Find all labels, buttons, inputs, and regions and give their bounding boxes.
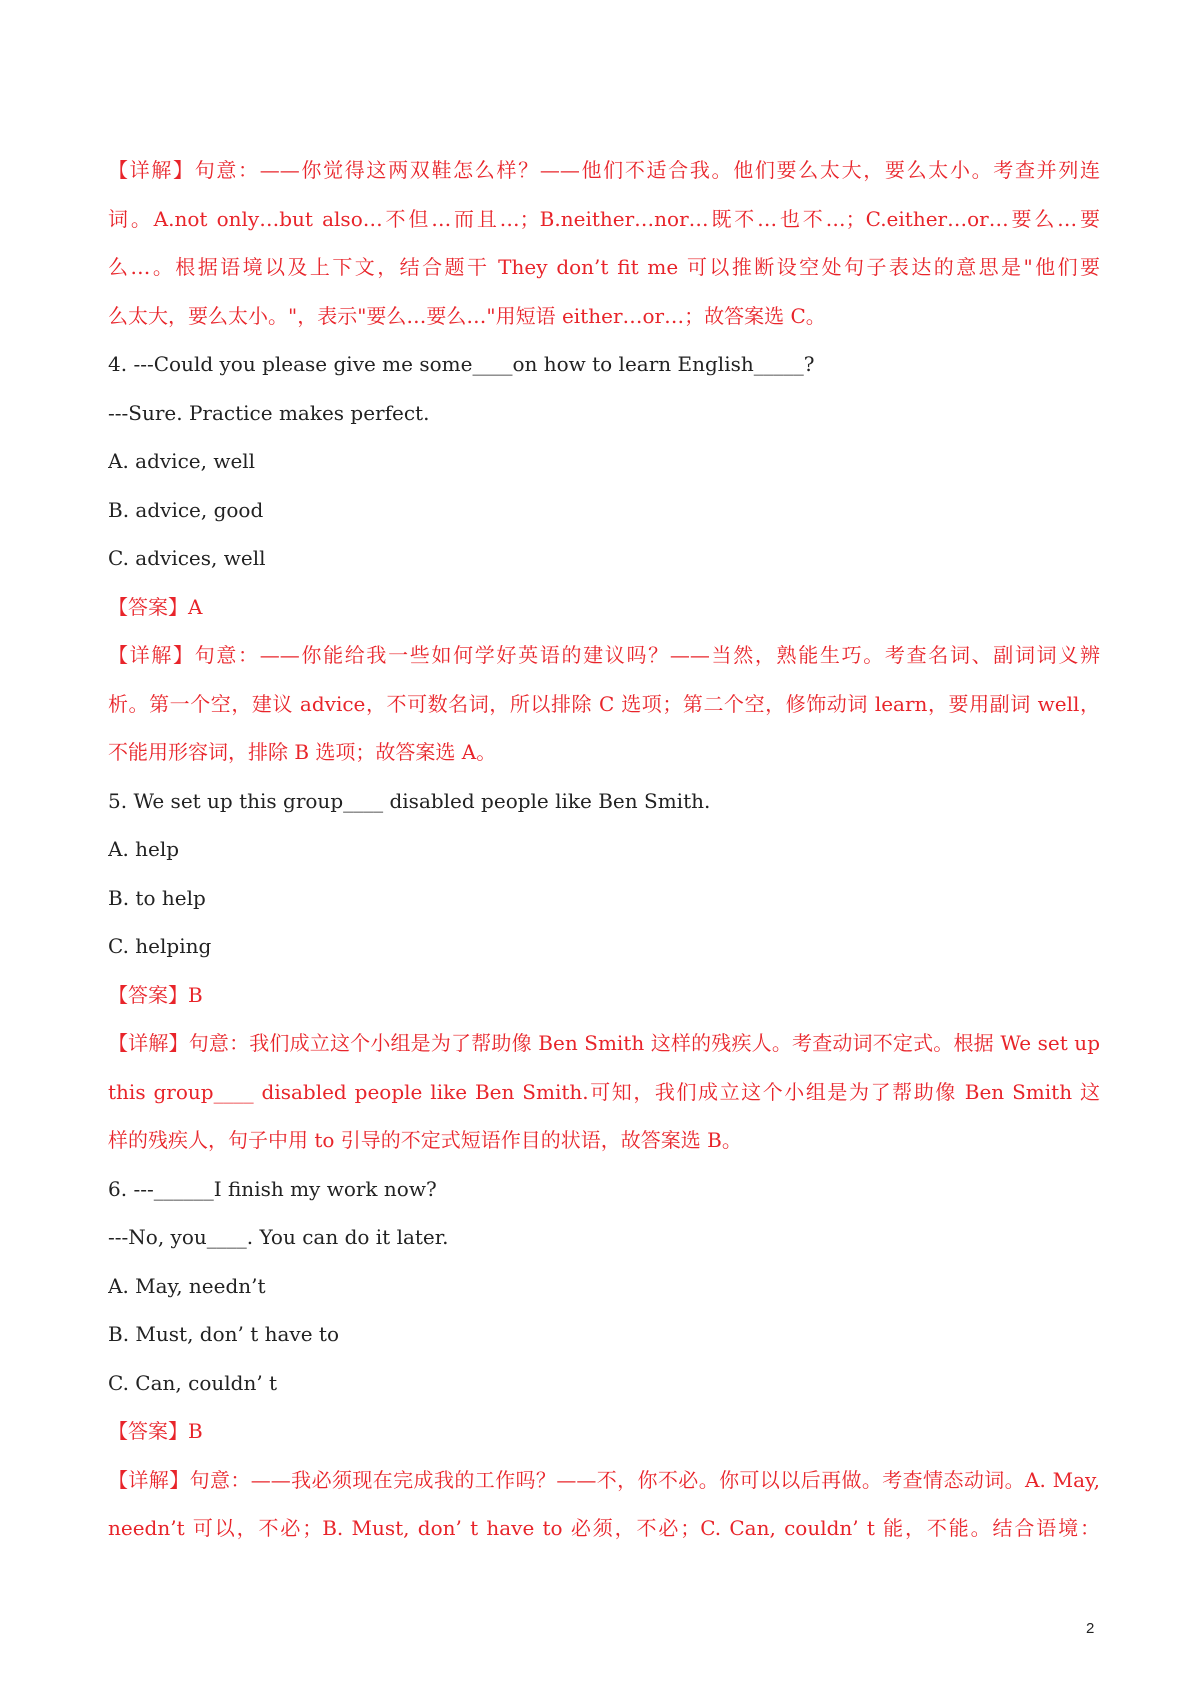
page-content (108, 146, 1100, 1553)
q6-explanation-line: 【详解】句意：——我必须现在完成我的工作吗？——不，你不必。你可以以后再做。考查情态动词。A. May, (108, 1467, 1100, 1492)
q6-option-a: A. May, needn’t (108, 1273, 266, 1298)
q5-explanation-line: 【详解】句意：我们成立这个小组是为了帮助像 Ben Smith 这样的残疾人。考查动词不定式。根据 We set up (108, 1031, 1100, 1055)
q4-explanation-line: 不能用形容词，排除 B 选项；故答案选 A。 (108, 740, 497, 764)
q4-option-a: A. advice, well (108, 449, 256, 473)
q5-explanation-line: 样的残疾人，句子中用 to 引导的不定式短语作目的状语，故答案选 B。 (108, 1128, 742, 1152)
q5-option-a: A. help (108, 837, 180, 861)
q6-answer: 【答案】B (108, 1419, 203, 1443)
q3-explanation-line: 么…。根据语境以及上下文，结合题干 They don’t fit me 可以推断设空处句子表达的意思是"他们要 (108, 255, 1100, 279)
q6-option-c: C. Can, couldn’ t (108, 1370, 278, 1395)
q4-answer: 【答案】A (108, 594, 203, 619)
q4-option-b: B. advice, good (108, 497, 264, 522)
q5-option-c: C. helping (108, 934, 212, 958)
q5-option-b: B. to help (108, 885, 206, 910)
q4-option-c: C. advices, well (108, 546, 266, 570)
q3-explanation-line: 词。A.not only…but also…不但…而且…；B.neither…nor…既不…也不…；C.either…or…要么…要 (108, 206, 1100, 231)
q4-explanation-line: 析。第一个空，建议 advice，不可数名词，所以排除 C 选项；第二个空，修饰动词 learn，要用副词 well， (108, 691, 1100, 716)
q6-option-b: B. Must, don’ t have to (108, 1322, 339, 1346)
q5-answer: 【答案】B (108, 982, 203, 1007)
q5-explanation-line: this group____ disabled people like Ben Smith.可知，我们成立这个小组是为了帮助像 Ben Smith 这 (108, 1079, 1100, 1104)
q4-explanation-line: 【详解】句意：——你能给我一些如何学好英语的建议吗？——当然，熟能生巧。考查名词、副词词义辨 (108, 643, 1100, 667)
q4-question: 4. ---Could you please give me some____on how to learn English_____? (108, 352, 815, 376)
q6-reply: ---No, you____. You can do it later. (108, 1225, 449, 1249)
q5-question: 5. We set up this group____ disabled people like Ben Smith. (108, 788, 711, 813)
q3-explanation-line: 【详解】句意：——你觉得这两双鞋怎么样？——他们不适合我。他们要么太大，要么太小。考查并列连 (108, 158, 1100, 182)
q6-explanation-line: needn’t 可以，不必；B. Must, don’ t have to 必须，不必；C. Can, couldn’ t 能，不能。结合语境： (108, 1516, 1100, 1540)
q3-explanation-line: 么太大，要么太小。"，表示"要么…要么…"用短语 either…or…；故答案选 C。 (108, 303, 826, 328)
q4-reply: ---Sure. Practice makes perfect. (108, 400, 430, 425)
page-number: 2 (1086, 1620, 1095, 1637)
q6-question: 6. ---______I finish my work now? (108, 1176, 437, 1201)
